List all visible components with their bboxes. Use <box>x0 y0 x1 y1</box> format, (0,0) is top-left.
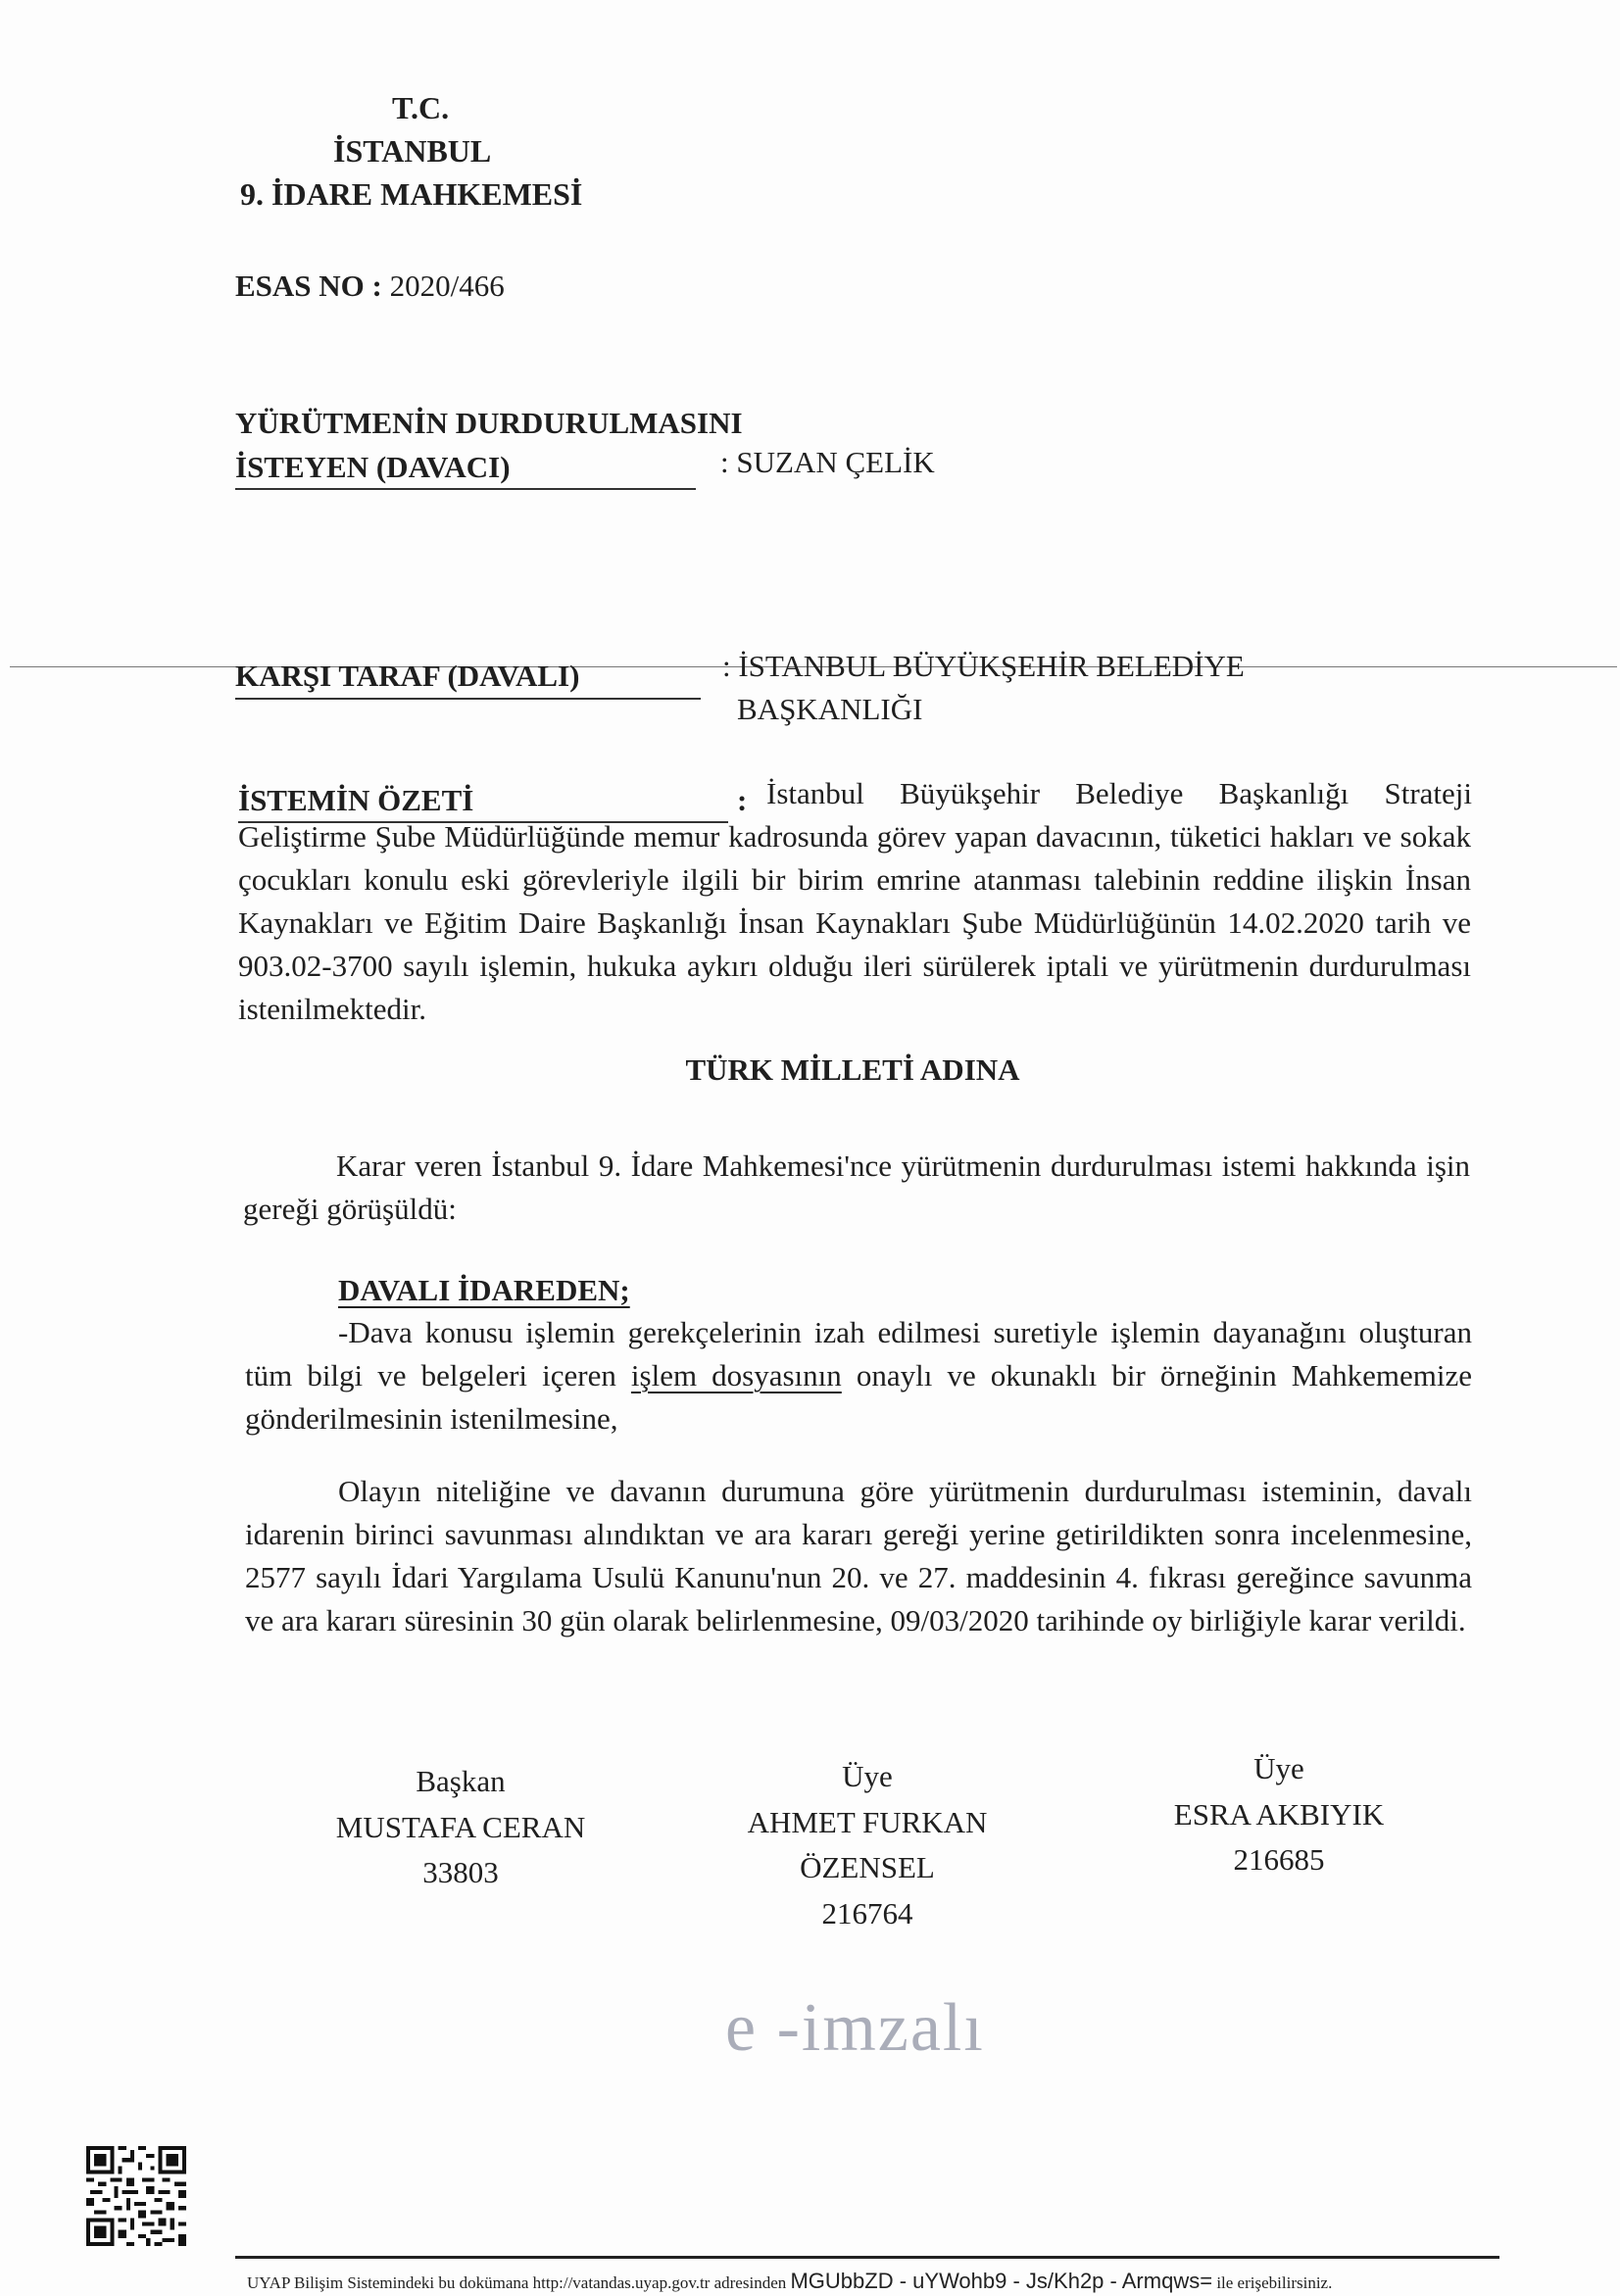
defendant-value-line1: : İSTANBUL BÜYÜKŞEHİR BELEDİYE <box>722 649 1245 683</box>
signature-name: MUSTAFA CERAN <box>335 1809 586 1844</box>
intro-paragraph: Karar veren İstanbul 9. İdare Mahkemesi'nce yürütmenin durdurulması istemi hakkında işin gereği görüşüldü: <box>243 1148 1470 1227</box>
signature-role: Üye <box>1253 1751 1304 1785</box>
applicant-label-line1: YÜRÜTMENİN DURDURULMASINI <box>235 406 743 440</box>
signature-name: ESRA AKBIYIK <box>1173 1796 1385 1832</box>
from-admin-heading: DAVALI İDAREDEN; <box>338 1273 630 1307</box>
decision-title: TÜRK MİLLETİ ADINA <box>685 1052 1020 1087</box>
applicant-label-line2: İSTEYEN (DAVACI) <box>235 450 511 484</box>
header-city: İSTANBUL <box>333 133 492 169</box>
footer <box>247 2266 1521 2296</box>
signature-role: Başkan <box>416 1764 506 1798</box>
signature-name-line2: ÖZENSEL <box>800 1850 935 1884</box>
signature-name: AHMET FURKAN <box>747 1804 988 1839</box>
from-admin-text-underlined: işlem dosyasının <box>630 1358 842 1393</box>
case-number-label: ESAS NO : <box>235 269 382 303</box>
summary-label: İSTEMİN ÖZETİ <box>238 783 474 817</box>
footer-prefix: UYAP Bilişim Sistemindeki bu dokümana http://vatandas.uyap.gov.tr adresinden <box>247 2273 787 2292</box>
header-tc: T.C. <box>392 90 450 125</box>
ruling-paragraph: Olayın niteliğine ve davanın durumuna göre yürütmenin durdurulması isteminin, davalı idarenin birinci savunması alındıktan ve ara kararı gereği yerine getirildikten sonra incelenmesine, 2577 sayılı İdari Yargılama Usulü Kanunu'nun 20. ve 27. maddesinin 4. fıkrası gereğince savunma ve ara kararı süresinin 30 gün olarak belirlenmesine, 09/03/2020 tarihinde oy birliğiyle karar verildi. <box>245 1474 1472 1638</box>
summary-body: Geliştirme Şube Müdürlüğünde memur kadrosunda görev yapan davacının, tüketici hakları ve sokak çocukları konulu eski görevleriyle ilgili bir birim emrine atanması talebinin reddine ilişkin İnsan Kaynakları ve Eğitim Daire Başkanlığı İnsan Kaynakları Şube Müdürlüğünün 14.02.2020 tarih ve 903.02-3700 sayılı işlemin, hukuka aykırı olduğu ileri sürülerek iptali ve yürütmenin durdurulması istenilmektedir. <box>238 819 1471 1027</box>
e-signature-stamp: e -imzalı <box>725 1990 985 2066</box>
summary-colon: : <box>737 783 748 817</box>
signature-role: Üye <box>842 1759 893 1793</box>
summary-first-line: İstanbul Büyükşehir Belediye Başkanlığı Strateji <box>766 776 1472 810</box>
signature-number: 216685 <box>1233 1842 1325 1877</box>
signature-member-2 <box>1083 1746 1475 1883</box>
signature-number: 216764 <box>821 1895 913 1930</box>
footer-suffix: ile erişebilirsiniz. <box>1216 2273 1333 2292</box>
footer-rule <box>235 2256 1499 2259</box>
from-admin-text-before: -Dava konusu işlemin gerekçelerinin izah edilmesi suretiyle işlemin dayanağını oluşturan tüm bilgi ve belgeleri içeren <box>245 1315 1472 1393</box>
applicant-rule <box>235 488 696 490</box>
footer-verification-code: MGUbbZD - uYWohb9 - Js/Kh2p - Armqws= <box>790 2269 1213 2293</box>
defendant-label: KARŞI TARAF (DAVALI) <box>235 659 580 693</box>
signature-member-1 <box>671 1754 1063 1936</box>
case-number <box>235 265 505 308</box>
header-court: 9. İDARE MAHKEMESİ <box>240 176 583 212</box>
defendant-rule <box>235 698 701 700</box>
defendant-value-line2: BAŞKANLIĞI <box>737 692 923 726</box>
from-admin-text-after: onaylı ve okunaklı bir örneğinin Mahkememize gönderilmesinin istenilmesine, <box>245 1358 1473 1437</box>
case-number-value: 2020/466 <box>389 269 505 303</box>
signature-number: 33803 <box>422 1855 499 1889</box>
applicant-value: : SUZAN ÇELİK <box>720 445 935 479</box>
from-admin-paragraph <box>245 1311 1472 1441</box>
signature-president <box>265 1759 657 1896</box>
qr-code-icon <box>86 2146 186 2246</box>
